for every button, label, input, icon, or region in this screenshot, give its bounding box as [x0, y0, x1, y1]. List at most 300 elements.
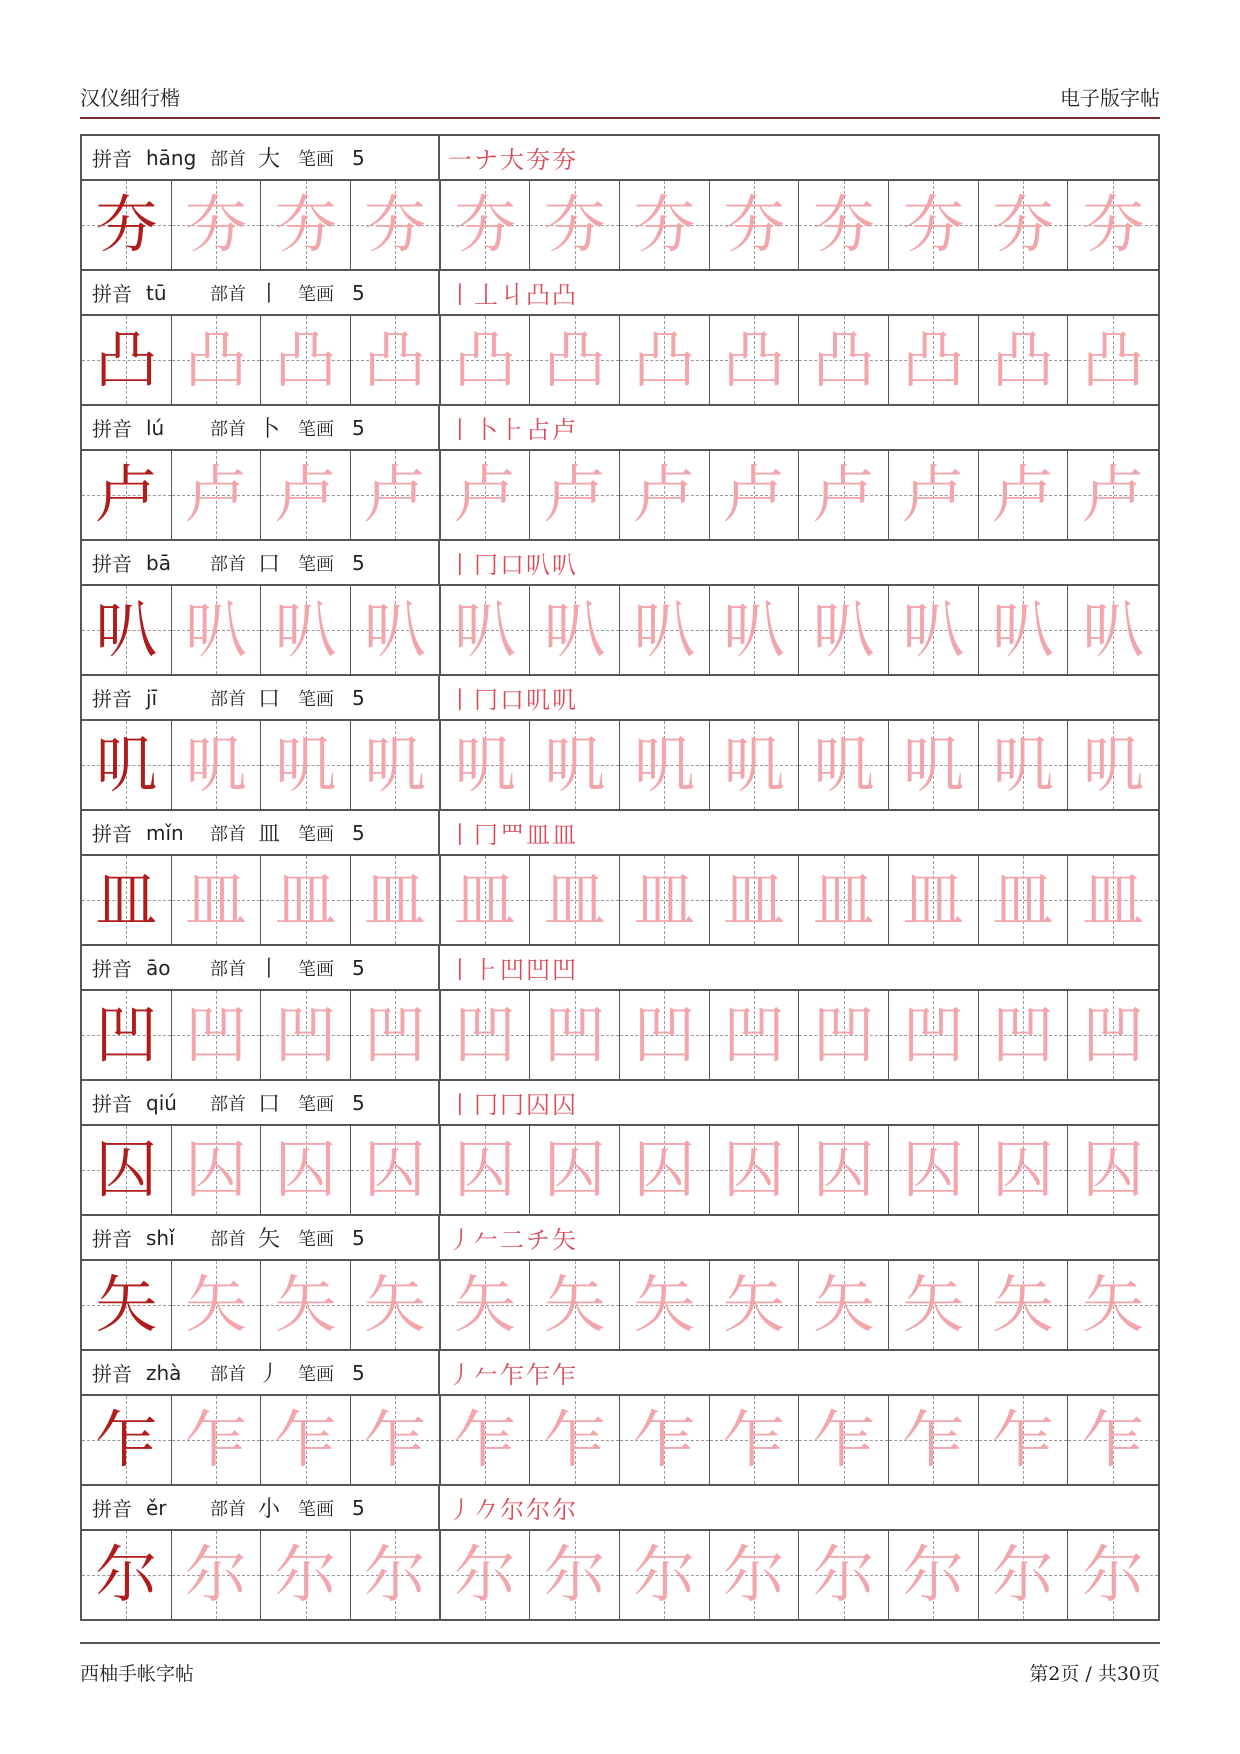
trace-character: 叭	[1082, 593, 1145, 666]
trace-character: 囚	[992, 1133, 1055, 1206]
character-block	[82, 674, 1158, 809]
pinyin-value: hāng	[146, 145, 197, 170]
model-character: 皿	[95, 863, 158, 936]
tracing-cell	[710, 721, 800, 809]
tracing-cell	[530, 181, 620, 269]
trace-character: 凸	[454, 323, 517, 396]
trace-character: 囚	[902, 1133, 965, 1206]
character-block	[82, 944, 1158, 1079]
character-info-row	[82, 1484, 1158, 1529]
tracing-cell	[172, 1396, 262, 1484]
trace-character: 皿	[185, 863, 248, 936]
trace-character: 夯	[274, 188, 337, 261]
tracing-cell	[261, 1126, 351, 1214]
tracing-cell	[351, 181, 441, 269]
trace-character: 尔	[1082, 1538, 1145, 1611]
trace-character: 皿	[992, 863, 1055, 936]
character-info-row	[82, 1214, 1158, 1259]
character-block	[82, 1484, 1158, 1619]
trace-character: 尔	[723, 1538, 786, 1611]
trace-character: 凸	[902, 323, 965, 396]
tracing-cell	[530, 586, 620, 674]
character-meta	[82, 676, 440, 719]
practice-grid-row	[82, 1529, 1158, 1619]
tracing-cell	[172, 451, 262, 539]
tracing-cell	[530, 991, 620, 1079]
tracing-cell	[710, 181, 800, 269]
character-meta	[82, 1216, 440, 1259]
radical-label: 部首	[210, 418, 246, 440]
character-block	[82, 1079, 1158, 1214]
tracing-cell	[1068, 721, 1158, 809]
character-block	[82, 1214, 1158, 1349]
tracing-cell	[620, 721, 710, 809]
pinyin-value: āo	[146, 955, 171, 980]
model-character-cell	[82, 1126, 172, 1214]
model-character-cell	[82, 1531, 172, 1619]
pinyin-label: 拼音	[92, 282, 132, 306]
tracing-cell	[889, 991, 979, 1079]
pinyin-value: qiú	[146, 1090, 177, 1115]
trace-character: 尔	[363, 1538, 426, 1611]
character-block	[82, 404, 1158, 539]
trace-character: 皿	[363, 863, 426, 936]
character-meta	[82, 406, 440, 449]
radical-value: 皿	[258, 822, 281, 847]
trace-character: 矢	[633, 1268, 696, 1341]
trace-character: 囚	[723, 1133, 786, 1206]
trace-character: 凸	[363, 323, 426, 396]
character-block	[82, 1349, 1158, 1484]
tracing-cell	[441, 1261, 531, 1349]
tracing-cell	[979, 1126, 1069, 1214]
tracing-cell	[979, 316, 1069, 404]
character-meta	[82, 271, 440, 314]
trace-character: 凹	[812, 998, 875, 1071]
character-info-row	[82, 269, 1158, 314]
pinyin-label: 拼音	[92, 1362, 132, 1386]
trace-character: 凸	[185, 323, 248, 396]
radical-value: 矢	[258, 1227, 281, 1252]
character-block	[82, 539, 1158, 674]
tracing-cell	[620, 856, 710, 944]
tracing-cell	[710, 991, 800, 1079]
tracing-cell	[351, 721, 441, 809]
trace-character: 叭	[723, 593, 786, 666]
pinyin-label: 拼音	[92, 417, 132, 441]
trace-character: 卢	[992, 458, 1055, 531]
tracing-cell	[799, 181, 889, 269]
trace-character: 卢	[902, 458, 965, 531]
practice-grid-row	[82, 1124, 1158, 1214]
tracing-cell	[351, 1531, 441, 1619]
stroke-count-value: 5	[352, 550, 365, 575]
pinyin-value: bā	[146, 550, 171, 575]
tracing-cell	[441, 1531, 531, 1619]
stroke-count-value: 5	[352, 955, 365, 980]
tracing-cell	[710, 316, 800, 404]
character-meta	[82, 541, 440, 584]
tracing-cell	[530, 1126, 620, 1214]
trace-character: 皿	[1082, 863, 1145, 936]
trace-character: 叽	[543, 728, 606, 801]
model-character-cell	[82, 1396, 172, 1484]
sheet-bottom-border	[82, 1619, 1158, 1621]
trace-character: 乍	[812, 1403, 875, 1476]
trace-character: 夯	[363, 188, 426, 261]
trace-character: 乍	[363, 1403, 426, 1476]
tracing-cell	[441, 856, 531, 944]
tracing-cell	[889, 856, 979, 944]
model-character-cell	[82, 181, 172, 269]
pinyin-value: lú	[146, 415, 165, 440]
trace-character: 凹	[633, 998, 696, 1071]
pinyin-label: 拼音	[92, 822, 132, 846]
stroke-count-label: 笔画	[298, 418, 334, 440]
tracing-cell	[351, 316, 441, 404]
trace-character: 叽	[363, 728, 426, 801]
stroke-count-label: 笔画	[298, 1498, 334, 1520]
character-block	[82, 269, 1158, 404]
trace-character: 矢	[723, 1268, 786, 1341]
pinyin-value: shǐ	[146, 1225, 175, 1250]
footer-brand: 西柚手帐字帖	[80, 1662, 195, 1685]
trace-character: 矢	[363, 1268, 426, 1341]
trace-character: 叭	[902, 593, 965, 666]
trace-character: 叭	[543, 593, 606, 666]
tracing-cell	[979, 181, 1069, 269]
trace-character: 矢	[185, 1268, 248, 1341]
tracing-cell	[351, 1396, 441, 1484]
trace-character: 凹	[363, 998, 426, 1071]
practice-grid-row	[82, 314, 1158, 404]
tracing-cell	[530, 721, 620, 809]
practice-grid-row	[82, 179, 1158, 269]
trace-character: 皿	[274, 863, 337, 936]
tracing-cell	[799, 856, 889, 944]
character-meta	[82, 1351, 440, 1394]
pinyin-label: 拼音	[92, 1092, 132, 1116]
tracing-cell	[530, 1396, 620, 1484]
model-character: 尔	[95, 1538, 158, 1611]
tracing-cell	[799, 1531, 889, 1619]
pinyin-value: zhà	[146, 1360, 182, 1385]
character-info-row	[82, 809, 1158, 854]
character-meta	[82, 1486, 440, 1529]
trace-character: 夯	[633, 188, 696, 261]
footer-divider	[80, 1642, 1160, 1644]
tracing-cell	[1068, 181, 1158, 269]
tracing-cell	[710, 1396, 800, 1484]
trace-character: 囚	[185, 1133, 248, 1206]
tracing-cell	[172, 1261, 262, 1349]
tracing-cell	[530, 1531, 620, 1619]
trace-character: 皿	[543, 863, 606, 936]
radical-label: 部首	[210, 553, 246, 575]
character-info-row	[82, 1349, 1158, 1394]
tracing-cell	[979, 856, 1069, 944]
tracing-cell	[1068, 586, 1158, 674]
trace-character: 叭	[363, 593, 426, 666]
trace-character: 乍	[723, 1403, 786, 1476]
trace-character: 叽	[633, 728, 696, 801]
trace-character: 尔	[992, 1538, 1055, 1611]
trace-character: 夯	[543, 188, 606, 261]
character-info-row	[82, 674, 1158, 719]
model-character-cell	[82, 586, 172, 674]
tracing-cell	[889, 1531, 979, 1619]
tracing-cell	[172, 721, 262, 809]
tracing-cell	[620, 181, 710, 269]
trace-character: 夯	[812, 188, 875, 261]
radical-value: 卜	[258, 417, 281, 442]
trace-character: 叭	[454, 593, 517, 666]
model-character: 矢	[95, 1268, 158, 1341]
trace-character: 乍	[1082, 1403, 1145, 1476]
tracing-cell	[351, 1261, 441, 1349]
tracing-cell	[979, 1531, 1069, 1619]
tracing-cell	[441, 991, 531, 1079]
trace-character: 叽	[812, 728, 875, 801]
tracing-cell	[441, 586, 531, 674]
tracing-cell	[710, 1261, 800, 1349]
trace-character: 卢	[363, 458, 426, 531]
tracing-cell	[710, 1126, 800, 1214]
tracing-cell	[620, 1531, 710, 1619]
trace-character: 囚	[363, 1133, 426, 1206]
stroke-count-label: 笔画	[298, 1363, 334, 1385]
tracing-cell	[979, 1396, 1069, 1484]
trace-character: 尔	[633, 1538, 696, 1611]
stroke-order: 丨卜⺊占卢	[448, 416, 578, 444]
stroke-order: 丨丄丩凸凸	[448, 281, 578, 309]
tracing-cell	[889, 1126, 979, 1214]
stroke-order: 丿𠂉乍乍乍	[448, 1361, 578, 1389]
character-meta	[82, 1081, 440, 1124]
stroke-count-value: 5	[352, 1225, 365, 1250]
tracing-cell	[261, 181, 351, 269]
trace-character: 矢	[454, 1268, 517, 1341]
tracing-cell	[799, 451, 889, 539]
tracing-cell	[1068, 451, 1158, 539]
pinyin-label: 拼音	[92, 1227, 132, 1251]
trace-character: 卢	[633, 458, 696, 531]
trace-character: 卢	[274, 458, 337, 531]
trace-character: 夯	[1082, 188, 1145, 261]
trace-character: 卢	[723, 458, 786, 531]
tracing-cell	[530, 1261, 620, 1349]
radical-value: 口	[258, 687, 281, 712]
trace-character: 凹	[274, 998, 337, 1071]
tracing-cell	[710, 586, 800, 674]
trace-character: 叽	[723, 728, 786, 801]
trace-character: 叽	[902, 728, 965, 801]
trace-character: 囚	[812, 1133, 875, 1206]
tracing-cell	[172, 586, 262, 674]
pinyin-label: 拼音	[92, 147, 132, 171]
radical-label: 部首	[210, 823, 246, 845]
tracing-cell	[1068, 1126, 1158, 1214]
trace-character: 囚	[454, 1133, 517, 1206]
page-header	[80, 78, 1160, 114]
tracing-cell	[889, 586, 979, 674]
tracing-cell	[620, 316, 710, 404]
practice-grid-row	[82, 989, 1158, 1079]
tracing-cell	[799, 316, 889, 404]
trace-character: 凹	[902, 998, 965, 1071]
model-character: 叽	[95, 728, 158, 801]
trace-character: 卢	[454, 458, 517, 531]
header-font-name: 汉仪细行楷	[80, 85, 180, 110]
tracing-cell	[441, 316, 531, 404]
stroke-order: 丿𠂉二チ矢	[448, 1226, 578, 1254]
trace-character: 凸	[812, 323, 875, 396]
trace-character: 囚	[1082, 1133, 1145, 1206]
stroke-count-label: 笔画	[298, 553, 334, 575]
header-divider	[80, 117, 1160, 119]
tracing-cell	[889, 451, 979, 539]
radical-value: 口	[258, 1092, 281, 1117]
trace-character: 尔	[185, 1538, 248, 1611]
tracing-cell	[530, 856, 620, 944]
tracing-cell	[710, 1531, 800, 1619]
trace-character: 皿	[812, 863, 875, 936]
trace-character: 卢	[812, 458, 875, 531]
tracing-cell	[261, 721, 351, 809]
tracing-cell	[1068, 856, 1158, 944]
pinyin-label: 拼音	[92, 552, 132, 576]
tracing-cell	[172, 1531, 262, 1619]
tracing-cell	[530, 316, 620, 404]
trace-character: 凹	[992, 998, 1055, 1071]
trace-character: 卢	[1082, 458, 1145, 531]
tracing-cell	[979, 1261, 1069, 1349]
tracing-cell	[172, 991, 262, 1079]
character-info-row	[82, 1079, 1158, 1124]
character-info-row	[82, 944, 1158, 989]
radical-label: 部首	[210, 1498, 246, 1520]
tracing-cell	[979, 451, 1069, 539]
tracing-cell	[799, 1261, 889, 1349]
tracing-cell	[889, 1396, 979, 1484]
trace-character: 叽	[274, 728, 337, 801]
trace-character: 叭	[633, 593, 696, 666]
tracing-cell	[620, 991, 710, 1079]
trace-character: 囚	[633, 1133, 696, 1206]
stroke-count-label: 笔画	[298, 1093, 334, 1115]
pinyin-label: 拼音	[92, 687, 132, 711]
trace-character: 尔	[274, 1538, 337, 1611]
character-meta	[82, 946, 440, 989]
stroke-count-label: 笔画	[298, 823, 334, 845]
tracing-cell	[261, 586, 351, 674]
trace-character: 皿	[454, 863, 517, 936]
stroke-count-label: 笔画	[298, 148, 334, 170]
trace-character: 凹	[454, 998, 517, 1071]
trace-character: 夯	[454, 188, 517, 261]
radical-value: 小	[258, 1497, 281, 1522]
character-block	[82, 134, 1158, 269]
trace-character: 夯	[902, 188, 965, 261]
model-character-cell	[82, 856, 172, 944]
tracing-cell	[620, 1261, 710, 1349]
tracing-cell	[889, 181, 979, 269]
trace-character: 凹	[1082, 998, 1145, 1071]
tracing-cell	[261, 316, 351, 404]
trace-character: 尔	[454, 1538, 517, 1611]
radical-value: 口	[258, 552, 281, 577]
model-character: 囚	[95, 1133, 158, 1206]
tracing-cell	[261, 856, 351, 944]
tracing-cell	[710, 451, 800, 539]
tracing-cell	[799, 1126, 889, 1214]
trace-character: 尔	[812, 1538, 875, 1611]
stroke-count-label: 笔画	[298, 1228, 334, 1250]
tracing-cell	[799, 991, 889, 1079]
model-character: 凸	[95, 323, 158, 396]
trace-character: 叽	[185, 728, 248, 801]
stroke-order: 丨冂口叽叽	[448, 686, 578, 714]
trace-character: 乍	[185, 1403, 248, 1476]
page-number: 第2页 / 共30页	[1029, 1662, 1160, 1685]
trace-character: 乍	[454, 1403, 517, 1476]
practice-grid-row	[82, 1259, 1158, 1349]
trace-character: 矢	[274, 1268, 337, 1341]
model-character-cell	[82, 721, 172, 809]
pinyin-label: 拼音	[92, 1497, 132, 1521]
tracing-cell	[889, 721, 979, 809]
tracing-cell	[620, 586, 710, 674]
trace-character: 凸	[274, 323, 337, 396]
trace-character: 凹	[543, 998, 606, 1071]
stroke-count-value: 5	[352, 145, 365, 170]
pinyin-label: 拼音	[92, 957, 132, 981]
stroke-order: 丨冂冂囚囚	[448, 1091, 578, 1119]
tracing-cell	[441, 451, 531, 539]
tracing-cell	[979, 991, 1069, 1079]
model-character-cell	[82, 451, 172, 539]
practice-grid-row	[82, 449, 1158, 539]
tracing-cell	[710, 856, 800, 944]
radical-value: 大	[258, 147, 281, 172]
tracing-cell	[351, 856, 441, 944]
tracing-cell	[1068, 1261, 1158, 1349]
model-character: 凹	[95, 998, 158, 1071]
model-character-cell	[82, 1261, 172, 1349]
tracing-cell	[889, 316, 979, 404]
tracing-cell	[979, 721, 1069, 809]
trace-character: 凸	[723, 323, 786, 396]
character-info-row	[82, 404, 1158, 449]
radical-value: 丨	[258, 282, 281, 307]
tracing-cell	[1068, 991, 1158, 1079]
practice-grid-row	[82, 854, 1158, 944]
tracing-cell	[1068, 1396, 1158, 1484]
trace-character: 乍	[633, 1403, 696, 1476]
tracing-cell	[799, 721, 889, 809]
pinyin-value: mǐn	[146, 820, 184, 845]
tracing-cell	[799, 1396, 889, 1484]
model-character: 叭	[95, 593, 158, 666]
tracing-cell	[1068, 1531, 1158, 1619]
trace-character: 囚	[543, 1133, 606, 1206]
tracing-cell	[979, 586, 1069, 674]
trace-character: 矢	[543, 1268, 606, 1341]
stroke-order: 丨冂罒皿皿	[448, 821, 578, 849]
trace-character: 矢	[992, 1268, 1055, 1341]
tracing-cell	[172, 856, 262, 944]
tracing-cell	[351, 991, 441, 1079]
